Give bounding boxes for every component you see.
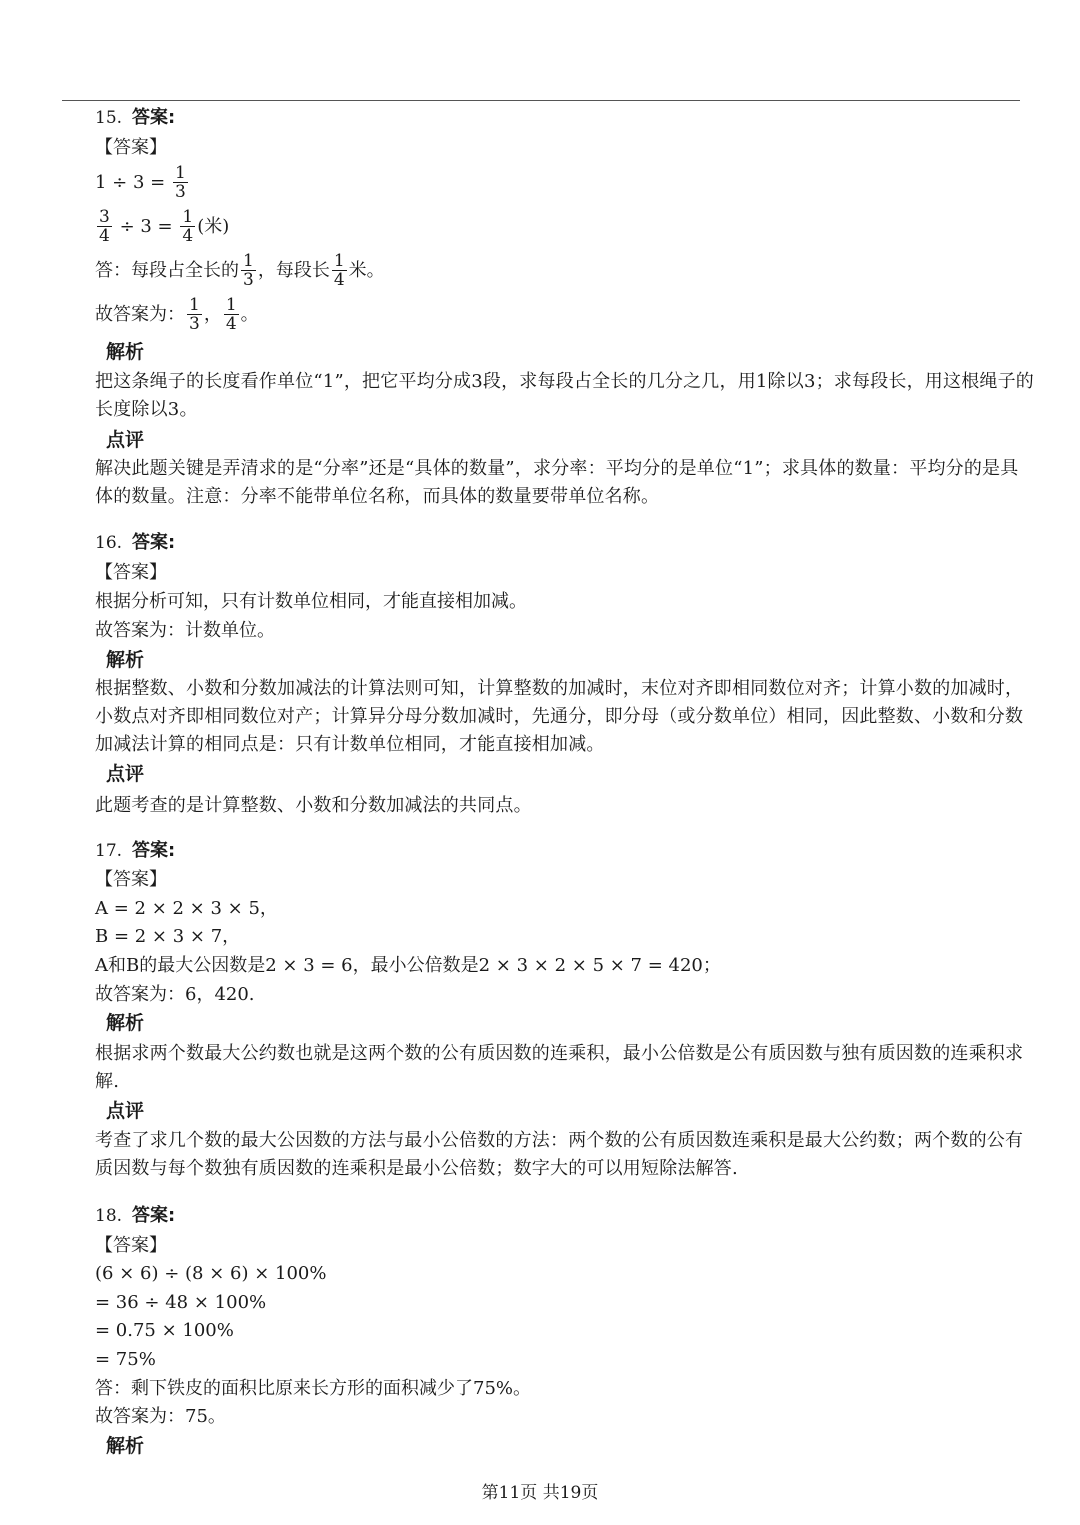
q17-number: 17.	[95, 841, 123, 861]
q15-answer-fraction-1: $\frac{1}{3}$	[243, 251, 254, 290]
q17-line2: B = 2 × 3 × 7，	[95, 926, 241, 947]
q17-answer-head: 答案:	[132, 840, 176, 861]
q18-answer-tag: 【答案】	[95, 1235, 167, 1256]
q15-header	[95, 106, 175, 130]
q18-line2: = 36 ÷ 48 × 100%	[95, 1292, 267, 1313]
q16-answer-head: 答案:	[132, 532, 176, 553]
q18-line5: 答：剩下铁皮的面积比原来长方形的面积减少了75%。	[95, 1378, 532, 1399]
q17-jiexi-text: 根据求两个数最大公约数也就是这两个数的公有质因数的连乘积，最小公倍数是公有质因数与独有质因数的连乘积求解.	[95, 1043, 1024, 1092]
q17-dianping-text: 考查了求几个数的最大公因数的方法与最小公倍数的方法：两个数的公有质因数连乘积是最大公约数；两个数的公有质因数与每个数独有质因数的连乘积是最小公倍数；数字大的可以用短除法解答.	[95, 1130, 1024, 1179]
q17-line1: A = 2 × 2 × 3 × 5，	[95, 898, 278, 919]
q16-number: 16.	[95, 533, 123, 553]
q16-line2: 故答案为：计数单位。	[95, 620, 275, 641]
q18-line1: (6 × 6) ÷ (8 × 6) × 100%	[95, 1263, 327, 1284]
q15-answer-sentence: 答：每段占全长的 $\frac{1}{3}$ ，每段长 $\frac{1}{4}$ 米。	[95, 251, 385, 290]
q15-final-fraction-1: $\frac{1}{3}$	[189, 295, 200, 334]
q17-line3: A和B的最大公因数是2 × 3 = 6，最小公倍数是2 × 3 × 2 × 5 × 7 = 420；	[95, 955, 721, 976]
q18-header	[95, 1204, 175, 1228]
q16-line1: 根据分析可知，只有计数单位相同，才能直接相加减。	[95, 591, 527, 612]
page-footer: 第11页 共19页	[481, 1483, 599, 1503]
q16-answer-tag: 【答案】	[95, 562, 167, 583]
q15-jiexi-heading: 解析	[106, 341, 145, 363]
q15-eq2-fraction-right: $\frac{1}{4}$	[182, 207, 194, 246]
q18-line6: 故答案为：75。	[95, 1406, 226, 1427]
q15-jiexi-text: 把这条绳子的长度看作单位“1”，把它平均分成3段，求每段占全长的几分之几，用1除以3；求每段长，用这根绳子的长度除以3。	[95, 371, 1035, 420]
q15-answer-head: 答案:	[132, 107, 176, 128]
q18-number: 18.	[95, 1206, 123, 1226]
q15-eq1-fraction: $\frac{1}{3}$	[174, 163, 186, 202]
q15-eq2-mid: ÷ 3 =	[119, 216, 173, 237]
q17-jiexi-heading: 解析	[106, 1012, 145, 1034]
q15-eq1	[95, 164, 190, 202]
q16-dianping-text: 此题考查的是计算整数、小数和分数加减法的共同点。	[95, 795, 532, 816]
q17-line4: 故答案为：6，420.	[95, 984, 255, 1005]
q17-answer-tag: 【答案】	[95, 869, 167, 890]
q15-number: 15.	[95, 108, 123, 128]
q15-eq2-unit: (米)	[197, 216, 230, 237]
q15-final-fraction-2: $\frac{1}{4}$	[225, 295, 237, 334]
q16-dianping-heading: 点评	[106, 763, 145, 785]
q15-dianping-heading: 点评	[106, 429, 145, 451]
q17-dianping-heading: 点评	[106, 1100, 145, 1122]
q15-answer-fraction-2: $\frac{1}{4}$	[333, 251, 345, 290]
q15-final-answer: 故答案为： $\frac{1}{3}$ ， $\frac{1}{4}$ 。	[95, 295, 259, 334]
q15-eq2	[95, 208, 229, 246]
q18-jiexi-heading: 解析	[106, 1435, 145, 1457]
q17-header	[95, 839, 175, 863]
q15-eq1-left: 1 ÷ 3 =	[95, 172, 166, 193]
q15-dianping-text: 解决此题关键是弄清求的是“分率”还是“具体的数量”，求分率：平均分的是单位“1”；求具体的数量：平均分的是具体的数量。注意：分率不能带单位名称，而具体的数量要带单位名称。	[95, 458, 1019, 507]
q18-answer-head: 答案:	[132, 1205, 176, 1226]
q16-jiexi-heading: 解析	[106, 649, 145, 671]
header-rule	[62, 100, 1020, 101]
q18-line4: = 75%	[95, 1349, 156, 1370]
q16-jiexi-text: 根据整数、小数和分数加减法的计算法则可知，计算整数的加减时，末位对齐即相同数位对齐；计算小数的加减时，小数点对齐即相同数位对产；计算异分母分数加减时，先通分，即分母（或分数单位）相同，因此整数、小数和分数加减法计算的相同点是：只有计数单位相同，才能直接相加减。	[95, 678, 1024, 755]
q16-header	[95, 531, 175, 555]
q15-eq2-fraction-left: $\frac{3}{4}$	[99, 207, 110, 246]
q15-answer-tag: 【答案】	[95, 137, 167, 158]
q18-line3: = 0.75 × 100%	[95, 1320, 234, 1341]
